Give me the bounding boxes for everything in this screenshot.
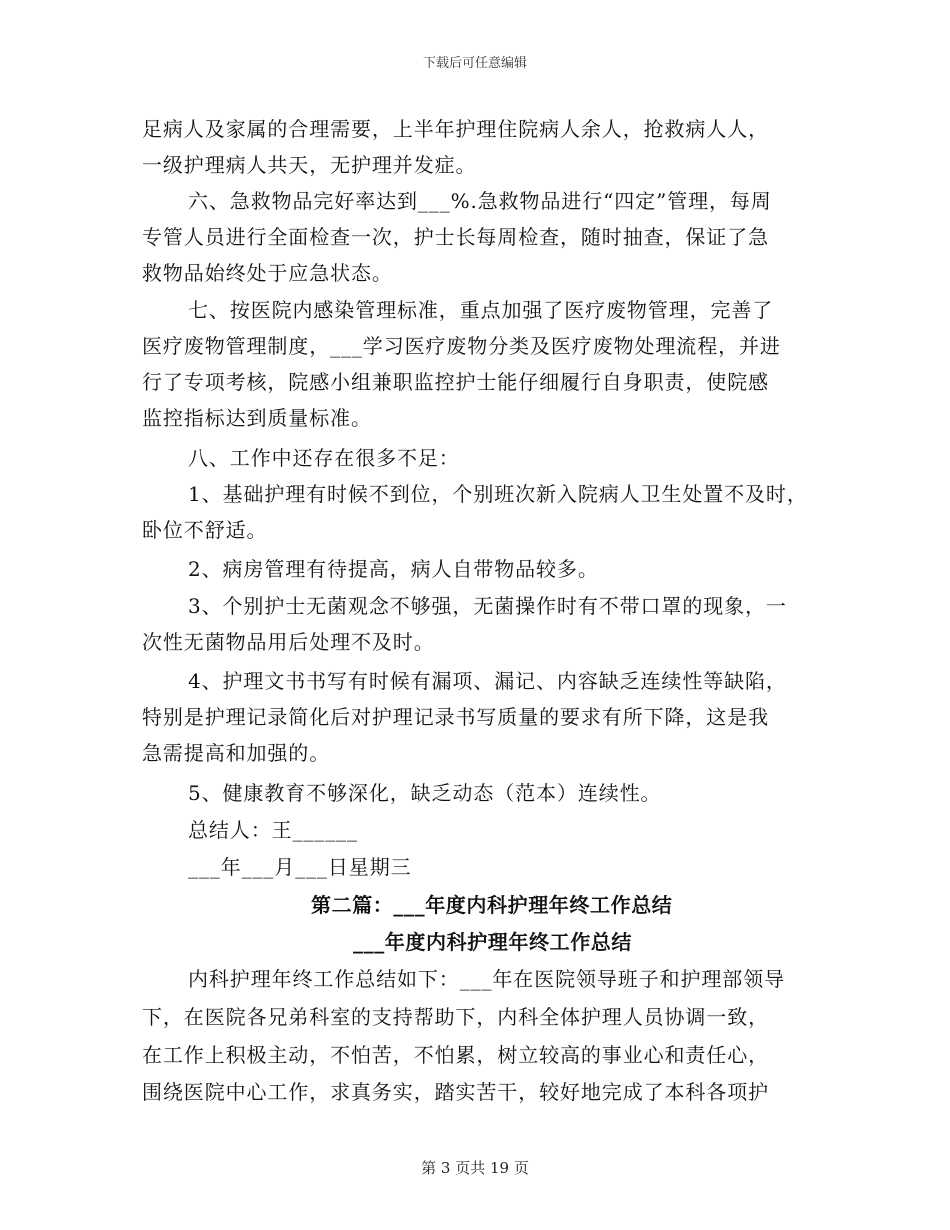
body-line: 医疗废物管理制度，___学习医疗废物分类及医疗废物处理流程，并进 xyxy=(142,334,781,358)
body-line: 次性无菌物品用后处理不及时。 xyxy=(142,630,435,654)
date-line: ___年___月___日星期三 xyxy=(188,855,412,879)
body-line: 八、工作中还存在很多不足： xyxy=(188,446,460,470)
signature-line: 总结人：王______ xyxy=(188,818,358,842)
page-footer: 第 3 页共 19 页 xyxy=(421,1159,529,1177)
page-header: 下载后可任意编辑 xyxy=(422,56,527,71)
body-line: 七、按医院内感染管理标准，重点加强了医疗废物管理，完善了 xyxy=(188,298,774,322)
body-line: 4、护理文书书写有时候有漏项、漏记、内容缺乏连续性等缺陷， xyxy=(188,669,787,693)
section-heading: 第二篇：___年度内科护理年终工作总结 xyxy=(311,893,673,917)
body-line: 急需提高和加强的。 xyxy=(142,741,331,765)
body-line: 六、急救物品完好率达到___%.急救物品进行“四定”管理，每周 xyxy=(188,189,772,213)
body-line: 救物品始终处于应急状态。 xyxy=(142,261,393,285)
body-line: 行了专项考核，院感小组兼职监控护士能仔细履行自身职责，使院感 xyxy=(142,370,769,394)
body-line: 足病人及家属的合理需要，上半年护理住院病人余人，抢救病人人， xyxy=(142,117,769,141)
body-line: 专管人员进行全面检查一次，护士长每周检查，随时抽查，保证了急 xyxy=(142,225,769,249)
body-line: 特别是护理记录简化后对护理记录书写质量的要求有所下降，这是我 xyxy=(142,705,769,729)
body-line: 2、病房管理有待提高，病人自带物品较多。 xyxy=(188,557,599,581)
body-line: 1、基础护理有时候不到位，个别班次新入院病人卫生处置不及时， xyxy=(188,482,808,506)
section-line: 内科护理年终工作总结如下：___年在医院领导班子和护理部领导 xyxy=(188,967,785,991)
section-line: 围绕医院中心工作，求真务实，踏实苦干，较好地完成了本科各项护 xyxy=(142,1080,769,1104)
body-line: 3、个别护士无菌观念不够强，无菌操作时有不带口罩的现象，一 xyxy=(188,594,787,618)
section-line: 在工作上积极主动，不怕苦，不怕累，树立较高的事业心和责任心， xyxy=(142,1043,769,1067)
section-subheading: ___年度内科护理年终工作总结 xyxy=(353,930,632,954)
section-line: 下，在医院各兄弟科室的支持帮助下，内科全体护理人员协调一致， xyxy=(142,1005,769,1029)
body-line: 一级护理病人共天，无护理并发症。 xyxy=(142,153,477,177)
body-line: 卧位不舒适。 xyxy=(142,518,268,542)
body-line: 监控指标达到质量标准。 xyxy=(142,406,372,430)
body-line: 5、健康教育不够深化，缺乏动态（范本）连续性。 xyxy=(188,781,662,805)
